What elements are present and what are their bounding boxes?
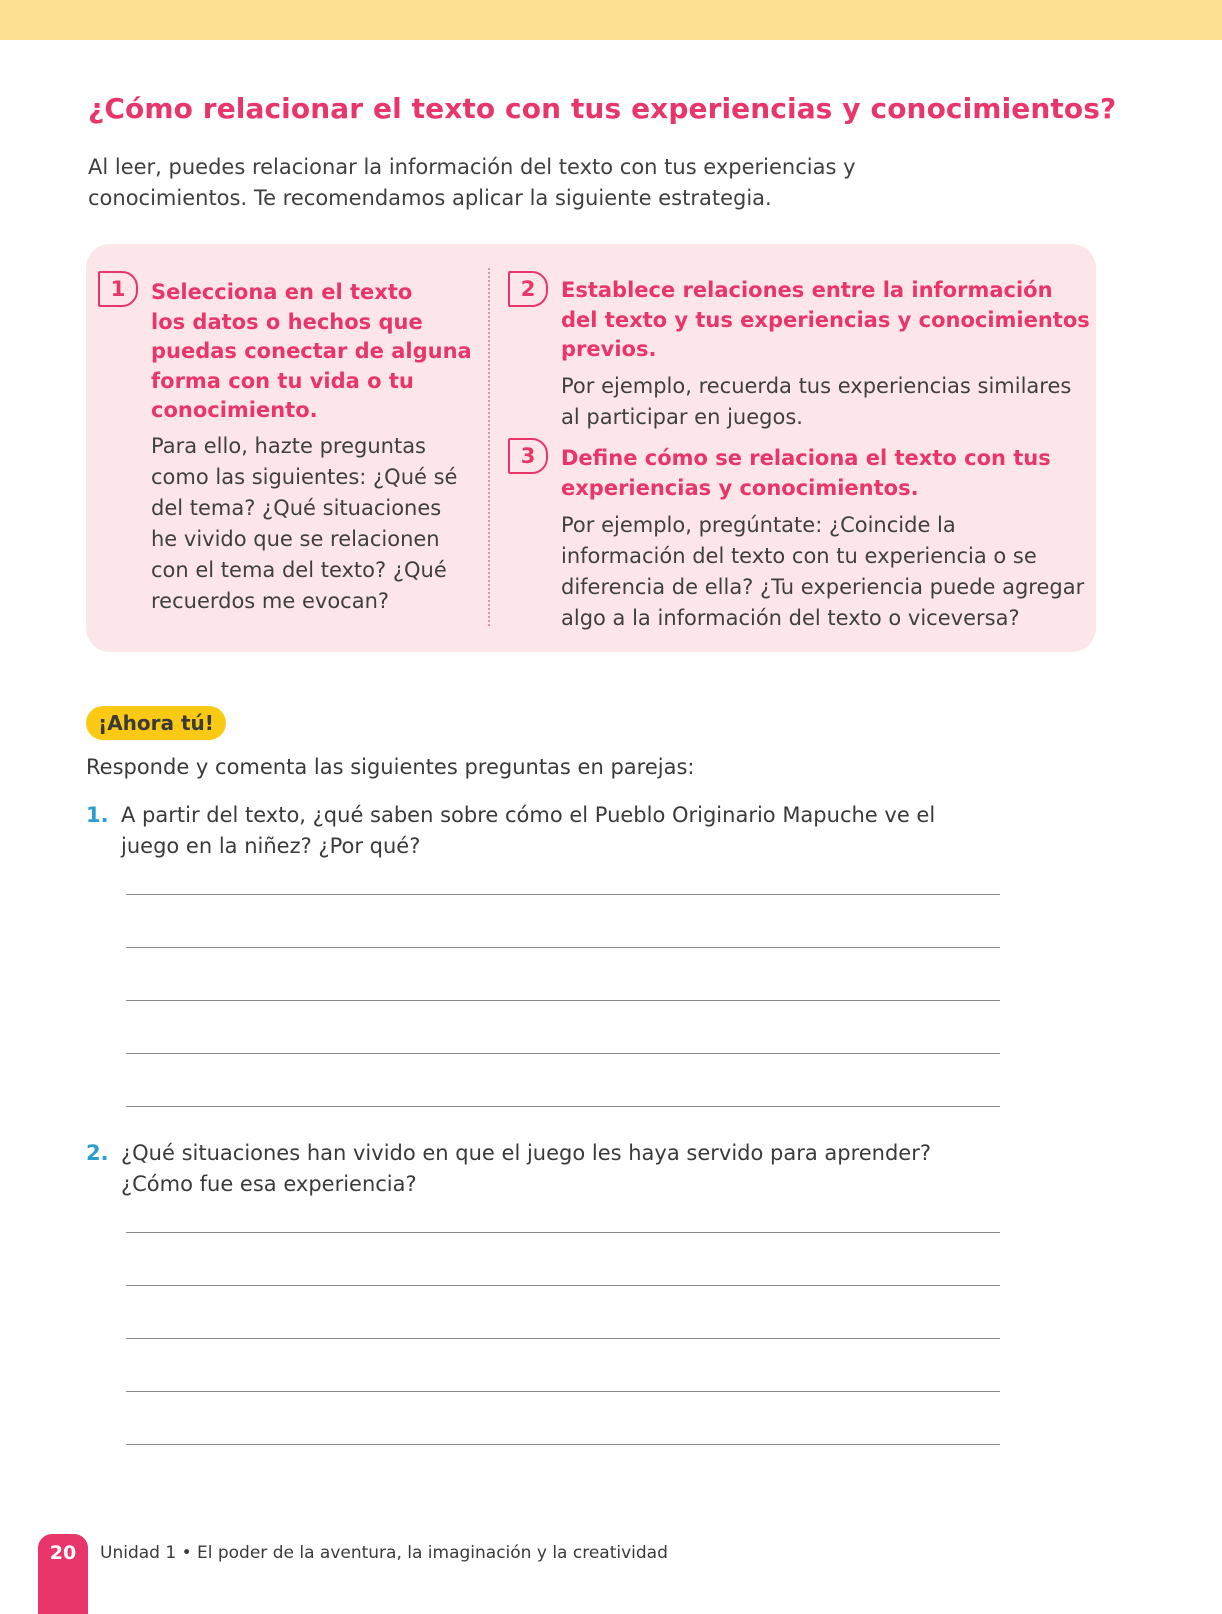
step-1-body-line: recuerdos me evocan? [151, 589, 390, 613]
answer-line[interactable] [126, 1285, 1000, 1286]
step-1-body-line: como las siguientes: ¿Qué sé [151, 465, 458, 489]
step-1-badge: 1 [98, 271, 138, 307]
ahora-tu-badge: ¡Ahora tú! [86, 706, 226, 740]
step-3-heading-line: experiencias y conocimientos. [561, 475, 919, 500]
step-2-body-line: Por ejemplo, recuerda tus experiencias similares [561, 374, 1072, 398]
page-title: ¿Cómo relacionar el texto con tus experiencias y conocimientos? [88, 92, 1117, 125]
intro-paragraph: Al leer, puedes relacionar la información del texto con tus experiencias y conocimientos. Te recomendamos aplicar la siguiente estrategia. [88, 155, 856, 210]
step-1-body-line: del tema? ¿Qué situaciones [151, 496, 442, 520]
activity-instruction: Responde y comenta las siguientes preguntas en parejas: [86, 755, 695, 779]
step-2-heading [561, 276, 1090, 365]
answer-line[interactable] [126, 1000, 1000, 1001]
step-2-heading-line: Establece relaciones entre la información [561, 278, 1053, 302]
answer-line[interactable] [126, 1106, 1000, 1107]
question-2-number: 2. [86, 1141, 109, 1165]
answer-line[interactable] [126, 1338, 1000, 1339]
step-3-body-line: algo a la información del texto o viceversa? [561, 606, 1020, 630]
question-1-number: 1. [86, 803, 109, 827]
page-number: 20 [49, 1542, 77, 1564]
step-3-heading-line: Define cómo se relaciona el texto con tus [561, 446, 1051, 470]
step-3-heading [561, 444, 1051, 503]
step-3-body-line: Por ejemplo, pregúntate: ¿Coincide la [561, 513, 956, 537]
step-2-body-line: al participar en juegos. [561, 405, 803, 429]
answer-line[interactable] [126, 1053, 1000, 1054]
step-3-body-line: diferencia de ella? ¿Tu experiencia puede agregar [561, 575, 1085, 599]
step-1-heading-line: puedas conectar de alguna [151, 339, 472, 363]
step-1-heading-line: Selecciona en el texto [151, 280, 413, 304]
answer-line[interactable] [126, 894, 1000, 895]
step-1-heading-line: forma con tu vida o tu [151, 368, 414, 393]
step-1-body-line: Para ello, hazte preguntas [151, 434, 426, 458]
step-1-heading-line: los datos o hechos que [151, 309, 423, 334]
answer-line[interactable] [126, 1232, 1000, 1233]
step-1-body-line: con el tema del texto? ¿Qué [151, 558, 447, 582]
question-1-text [121, 800, 981, 862]
question-1-line: A partir del texto, ¿qué saben sobre cómo el Pueblo Originario Mapuche ve el [121, 803, 936, 827]
step-2-body [561, 371, 1071, 433]
question-1-line: juego en la niñez? ¿Por qué? [121, 834, 421, 858]
step-2-heading-line: del texto y tus experiencias y conocimientos [561, 307, 1090, 332]
column-divider [488, 268, 490, 626]
answer-line[interactable] [126, 1391, 1000, 1392]
top-color-band [0, 0, 1222, 40]
question-2-line: ¿Cómo fue esa experiencia? [121, 1172, 417, 1196]
footer-unit-title: Unidad 1 • El poder de la aventura, la imaginación y la creatividad [100, 1543, 668, 1563]
step-1-heading [151, 278, 472, 426]
question-2-text [121, 1138, 981, 1200]
step-1-body [151, 431, 457, 617]
step-3-badge: 3 [508, 438, 548, 474]
step-2-badge: 2 [508, 271, 548, 307]
step-1-body-line: he vivido que se relacionen [151, 527, 440, 551]
question-2-line: ¿Qué situaciones han vivido en que el juego les haya servido para aprender? [121, 1141, 932, 1165]
step-3-body [561, 510, 1084, 634]
step-1-heading-line: conocimiento. [151, 398, 318, 422]
step-2-heading-line: previos. [561, 337, 657, 361]
step-3-body-line: información del texto con tu experiencia o se [561, 544, 1037, 568]
answer-line[interactable] [126, 1444, 1000, 1445]
answer-line[interactable] [126, 947, 1000, 948]
